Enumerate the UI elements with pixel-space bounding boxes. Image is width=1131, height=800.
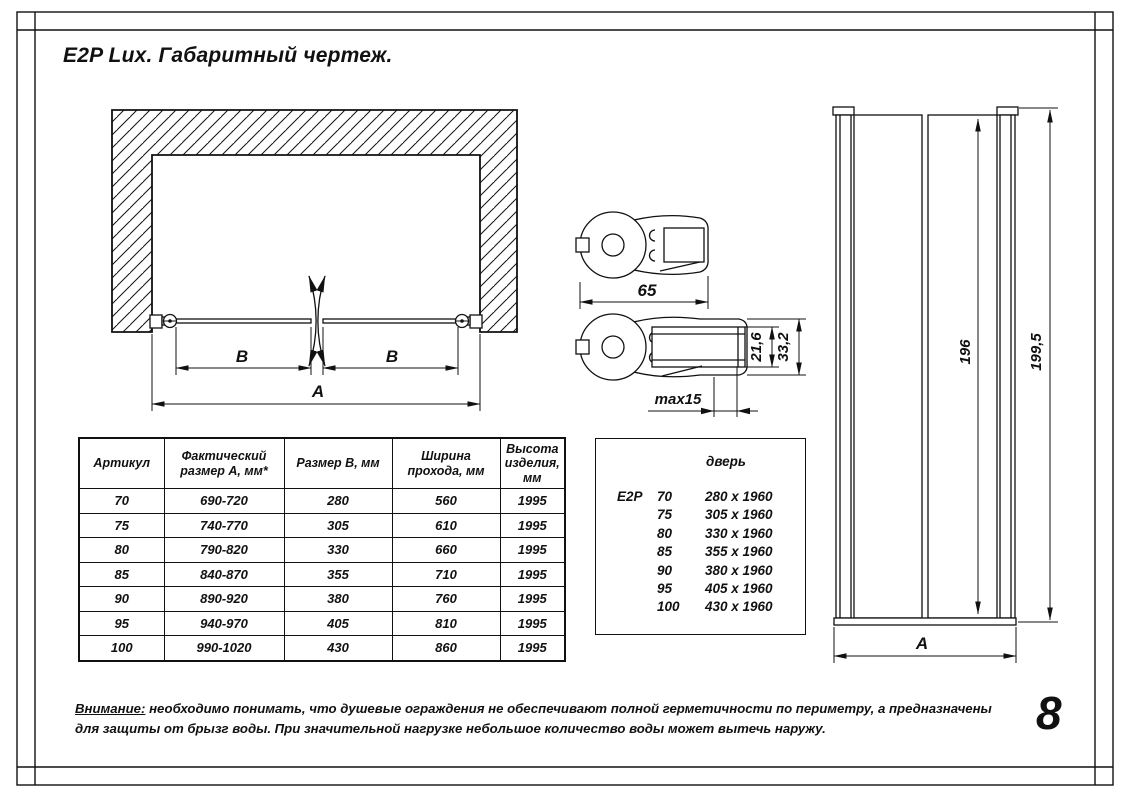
table-cell: 355 <box>284 562 392 587</box>
table-cell: 405 <box>284 611 392 636</box>
door-dimensions: 430 x 1960 <box>705 599 773 615</box>
page-title: E2P Lux. Габаритный чертеж. <box>63 44 393 67</box>
door-dimensions: 305 x 1960 <box>705 507 773 523</box>
table-cell: 840-870 <box>164 562 284 587</box>
wall-profile-right <box>1000 115 1015 618</box>
table-cell: 90 <box>79 587 164 612</box>
model-label <box>617 525 657 543</box>
list-item <box>596 506 805 524</box>
table-cell: 1995 <box>500 538 565 563</box>
door-dimensions: 405 x 1960 <box>705 580 773 596</box>
dim-label-b-left: B <box>235 347 249 366</box>
profile-section-lower <box>576 314 806 417</box>
table-cell: 560 <box>392 489 500 514</box>
size-code: 95 <box>657 580 673 596</box>
profile-section-upper <box>576 212 708 309</box>
table-cell: 890-920 <box>164 587 284 612</box>
dim-label-196: 196 <box>957 339 974 365</box>
table-row <box>79 611 565 636</box>
dim-label-a: A <box>311 382 325 401</box>
table-header-row <box>79 438 565 489</box>
door-list-header: дверь <box>706 454 746 469</box>
model-label <box>617 506 657 524</box>
warning-label: Внимание: <box>75 701 146 716</box>
dimension-199-5 <box>1018 108 1058 622</box>
dim-label-199-5: 199,5 <box>1028 333 1045 371</box>
wall-profile-left <box>836 115 851 618</box>
table-cell: 860 <box>392 636 500 661</box>
list-item <box>596 525 805 543</box>
table-cell: 810 <box>392 611 500 636</box>
hinge-right <box>456 315 483 329</box>
warning-note <box>75 699 1035 739</box>
door-size-list <box>595 438 806 635</box>
dimension-65 <box>580 276 708 309</box>
model-label <box>617 543 657 561</box>
header-cell: Размер В, мм <box>284 438 392 489</box>
table-row <box>79 513 565 538</box>
warning-line-1 <box>75 699 1035 719</box>
table-cell: 1995 <box>500 562 565 587</box>
table-cell: 80 <box>79 538 164 563</box>
list-item <box>596 598 805 616</box>
table-cell: 1995 <box>500 513 565 538</box>
size-code: 100 <box>657 599 680 615</box>
size-code: 70 <box>657 489 673 504</box>
dimension-a-top-view <box>152 334 480 411</box>
table-cell: 280 <box>284 489 392 514</box>
table-cell: 305 <box>284 513 392 538</box>
table-cell: 710 <box>392 562 500 587</box>
dimension-21-6 <box>745 327 779 367</box>
table-row <box>79 587 565 612</box>
door-list-rows <box>596 488 805 617</box>
table-cell: 95 <box>79 611 164 636</box>
dim-label-a-side: A <box>915 634 929 653</box>
model-label: E2P <box>617 489 643 504</box>
glass-panel-right <box>928 115 997 618</box>
table-row <box>79 562 565 587</box>
header-cell: Фактический размер А, мм* <box>164 438 284 489</box>
model-label <box>617 598 657 616</box>
dimension-b-left <box>176 327 311 375</box>
dimension-b-right <box>323 327 458 375</box>
door-dimensions: 280 x 1960 <box>705 489 773 504</box>
door-dimensions: 330 x 1960 <box>705 525 773 541</box>
table-cell: 660 <box>392 538 500 563</box>
table-cell: 1995 <box>500 489 565 514</box>
table-row <box>79 489 565 514</box>
table-cell: 1995 <box>500 587 565 612</box>
table-cell: 430 <box>284 636 392 661</box>
table-row <box>79 538 565 563</box>
header-cell: Высота изделия, мм <box>500 438 565 489</box>
dimension-a-side-view <box>834 627 1016 663</box>
list-item <box>596 488 805 506</box>
warning-line-2: для защиты от брызг воды. При значительной нагрузке небольшое количество воды может вытечь наружу. <box>75 721 826 736</box>
glass-panel-left <box>854 115 922 618</box>
table-cell: 760 <box>392 587 500 612</box>
table-cell: 75 <box>79 513 164 538</box>
header-cell: Артикул <box>79 438 164 489</box>
size-table <box>78 437 566 662</box>
size-code: 80 <box>657 525 673 541</box>
dim-label-33-2: 33,2 <box>775 332 792 362</box>
door-dimensions: 380 x 1960 <box>705 562 773 578</box>
table-cell: 940-970 <box>164 611 284 636</box>
table-cell: 990-1020 <box>164 636 284 661</box>
door-panel-left <box>176 319 311 323</box>
door-dimensions: 355 x 1960 <box>705 544 773 560</box>
page-number: 8 <box>1036 687 1062 739</box>
side-view-drawing <box>833 107 1058 663</box>
table-cell: 1995 <box>500 611 565 636</box>
table-cell: 70 <box>79 489 164 514</box>
warning-text: необходимо понимать, что душевые ограждения не обеспечивают полной герметичности по периметру, а предназначены <box>149 701 992 716</box>
hinge-left <box>150 315 177 329</box>
table-cell: 1995 <box>500 636 565 661</box>
top-view-drawing <box>112 110 517 411</box>
table-cell: 790-820 <box>164 538 284 563</box>
model-label <box>617 580 657 598</box>
size-code: 85 <box>657 544 673 560</box>
table-cell: 690-720 <box>164 489 284 514</box>
table-cell: 380 <box>284 587 392 612</box>
list-item <box>596 543 805 561</box>
size-code: 75 <box>657 507 673 523</box>
table-cell: 610 <box>392 513 500 538</box>
table-cell: 330 <box>284 538 392 563</box>
top-cap-right <box>997 107 1018 115</box>
top-cap-left <box>833 107 854 115</box>
table-cell: 85 <box>79 562 164 587</box>
header-cell: Ширина прохода, мм <box>392 438 500 489</box>
list-item <box>596 580 805 598</box>
dim-label-b-right: B <box>385 347 399 366</box>
table-row <box>79 636 565 661</box>
dim-label-max15: max15 <box>654 391 702 408</box>
table-cell: 740-770 <box>164 513 284 538</box>
table-cell: 100 <box>79 636 164 661</box>
model-label <box>617 562 657 580</box>
size-code: 90 <box>657 562 673 578</box>
dim-label-65: 65 <box>637 281 657 300</box>
list-item <box>596 562 805 580</box>
dim-label-21-6: 21,6 <box>748 332 765 362</box>
door-panel-right <box>323 319 458 323</box>
bottom-sill <box>834 618 1016 625</box>
